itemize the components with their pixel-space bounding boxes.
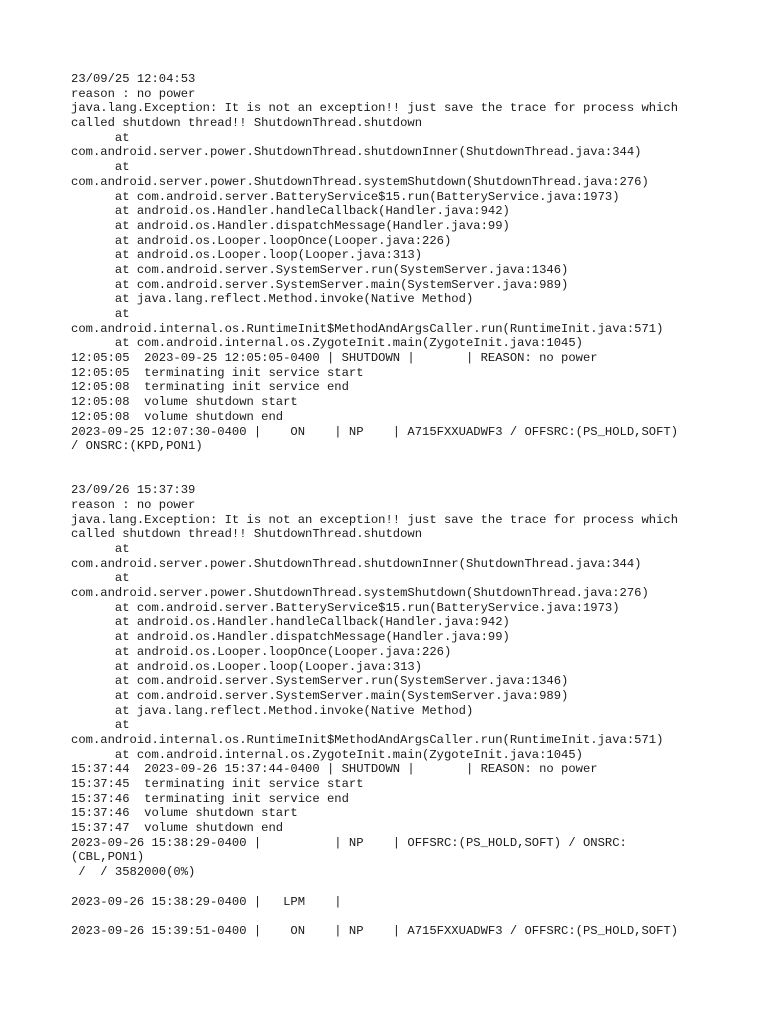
log-line: com.android.internal.os.RuntimeInit$MethodAndArgsCaller.run(RuntimeInit.java:571) — [71, 321, 664, 336]
log-line: 2023-09-26 15:38:29-0400 | | NP | OFFSRC:(PS_HOLD,SOFT) / ONSRC: — [71, 835, 627, 850]
log-line: called shutdown thread!! ShutdownThread.shutdown — [71, 116, 423, 131]
log-line: at com.android.server.SystemServer.run(SystemServer.java:1346) — [71, 674, 569, 689]
log-line: 15:37:47 volume shutdown end — [71, 821, 284, 836]
log-line: at com.android.internal.os.ZygoteInit.main(ZygoteInit.java:1045) — [71, 747, 583, 762]
log-line: at android.os.Handler.handleCallback(Handler.java:942) — [71, 204, 510, 219]
log-line: 15:37:46 volume shutdown start — [71, 806, 298, 821]
blank-line — [71, 880, 731, 895]
log-line: at android.os.Handler.dispatchMessage(Handler.java:99) — [71, 218, 510, 233]
log-line: at java.lang.reflect.Method.invoke(Native Method) — [71, 292, 474, 307]
log-line: java.lang.Exception: It is not an exception!! just save the trace for process which — [71, 512, 679, 527]
blank-line — [71, 454, 731, 469]
log-line: 2023-09-25 12:07:30-0400 | ON | NP | A715FXXUADWF3 / OFFSRC:(PS_HOLD,SOFT) — [71, 424, 679, 439]
log-line: at — [71, 571, 130, 586]
log-line: at com.android.server.SystemServer.run(SystemServer.java:1346) — [71, 262, 569, 277]
log-line: com.android.server.power.ShutdownThread.shutdownInner(ShutdownThread.java:344) — [71, 556, 642, 571]
log-line: 12:05:05 terminating init service start — [71, 365, 364, 380]
log-line: at android.os.Handler.dispatchMessage(Handler.java:99) — [71, 630, 510, 645]
log-line: / / 3582000(0%) — [71, 865, 196, 880]
log-line: 23/09/25 12:04:53 — [71, 72, 196, 86]
log-line: com.android.server.power.ShutdownThread.systemShutdown(ShutdownThread.java:276) — [71, 174, 649, 189]
log-line: 12:05:08 terminating init service end — [71, 380, 349, 395]
blank-line — [71, 469, 731, 484]
log-line: at com.android.server.BatteryService$15.run(BatteryService.java:1973) — [71, 600, 620, 615]
log-line: at — [71, 307, 130, 321]
log-line: at com.android.server.SystemServer.main(SystemServer.java:989) — [71, 688, 569, 703]
log-document — [71, 72, 731, 939]
log-line: 15:37:46 terminating init service end — [71, 791, 349, 806]
log-line: 15:37:45 terminating init service start — [71, 777, 364, 791]
log-line: com.android.server.power.ShutdownThread.systemShutdown(ShutdownThread.java:276) — [71, 586, 649, 601]
log-line: at java.lang.reflect.Method.invoke(Native Method) — [71, 703, 474, 718]
log-line: reason : no power — [71, 86, 196, 101]
log-line: at android.os.Looper.loopOnce(Looper.java:226) — [71, 233, 452, 248]
log-line: at — [71, 542, 130, 556]
log-line: (CBL,PON1) — [71, 850, 145, 865]
log-line: com.android.internal.os.RuntimeInit$MethodAndArgsCaller.run(RuntimeInit.java:571) — [71, 732, 664, 747]
log-line: at — [71, 130, 130, 145]
log-line: at android.os.Looper.loop(Looper.java:313) — [71, 659, 423, 674]
log-line: at android.os.Looper.loop(Looper.java:313) — [71, 248, 423, 263]
log-line: 2023-09-26 15:39:51-0400 | ON | NP | A715FXXUADWF3 / OFFSRC:(PS_HOLD,SOFT) — [71, 923, 679, 938]
log-line: at com.android.internal.os.ZygoteInit.main(ZygoteInit.java:1045) — [71, 336, 583, 351]
log-line: reason : no power — [71, 497, 196, 512]
log-line: at — [71, 160, 130, 175]
log-line: at com.android.server.BatteryService$15.run(BatteryService.java:1973) — [71, 189, 620, 204]
log-line: / ONSRC:(KPD,PON1) — [71, 439, 203, 454]
log-line: called shutdown thread!! ShutdownThread.shutdown — [71, 527, 423, 542]
log-line: com.android.server.power.ShutdownThread.shutdownInner(ShutdownThread.java:344) — [71, 145, 642, 160]
log-line: java.lang.Exception: It is not an exception!! just save the trace for process which — [71, 101, 679, 116]
log-line: 12:05:05 2023-09-25 12:05:05-0400 | SHUTDOWN | | REASON: no power — [71, 351, 598, 366]
log-line: 12:05:08 volume shutdown start — [71, 395, 298, 410]
log-line: 15:37:44 2023-09-26 15:37:44-0400 | SHUTDOWN | | REASON: no power — [71, 762, 598, 777]
log-line: at android.os.Looper.loopOnce(Looper.java:226) — [71, 644, 452, 659]
log-line: at — [71, 718, 130, 733]
log-line: at com.android.server.SystemServer.main(SystemServer.java:989) — [71, 277, 569, 292]
blank-line — [71, 909, 731, 924]
log-line: 23/09/26 15:37:39 — [71, 483, 196, 498]
log-line: at android.os.Handler.handleCallback(Handler.java:942) — [71, 615, 510, 630]
log-line: 2023-09-26 15:38:29-0400 | LPM | — [71, 894, 342, 909]
log-line: 12:05:08 volume shutdown end — [71, 409, 284, 424]
